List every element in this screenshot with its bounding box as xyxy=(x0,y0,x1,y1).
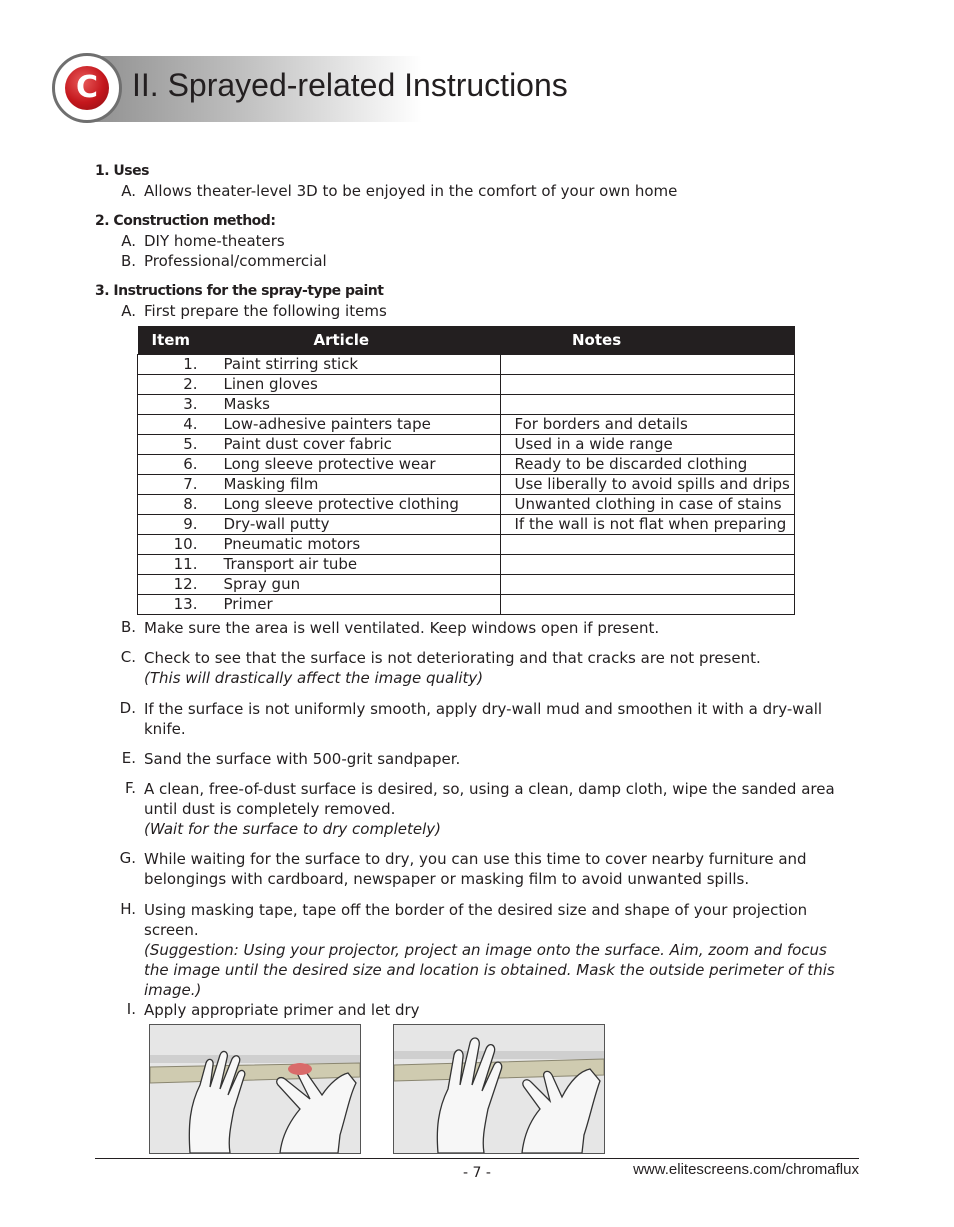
table-cell-item: 7. xyxy=(138,475,202,495)
table-cell-item: 10. xyxy=(138,535,202,555)
brand-logo xyxy=(52,53,122,123)
step-i-text: Apply appropriate primer and let dry xyxy=(144,1001,420,1019)
list-marker: D. xyxy=(119,699,136,717)
page-header xyxy=(52,53,652,123)
list-marker: E. xyxy=(121,749,136,767)
section-uses-heading: 1. Uses xyxy=(95,163,149,179)
table-cell-item: 1. xyxy=(138,355,202,375)
website-link[interactable]: www.elitescreens.com/chromaflux xyxy=(633,1161,859,1178)
table-cell-item: 6. xyxy=(138,455,202,475)
list-marker: I. xyxy=(126,1000,136,1018)
list-marker: A. xyxy=(121,182,136,200)
brand-logo-mark: C xyxy=(75,70,99,105)
table-cell-notes: For borders and details xyxy=(500,415,795,435)
table-row xyxy=(138,375,795,395)
table-cell-notes: Ready to be discarded clothing xyxy=(500,455,795,475)
table-cell-item: 9. xyxy=(138,515,202,535)
table-cell-notes: If the wall is not flat when preparing xyxy=(500,515,795,535)
table-row xyxy=(138,575,795,595)
list-marker: H. xyxy=(120,900,136,918)
step-c-text: Check to see that the surface is not deteriorating and that cracks are not present. xyxy=(144,649,761,667)
table-cell-article: Primer xyxy=(202,595,501,615)
step-d-text: If the surface is not uniformly smooth, apply dry-wall mud and smoothen it with a dry-wall knife. xyxy=(144,700,823,738)
step-h-text: Using masking tape, tape off the border of the desired size and shape of your projection screen. xyxy=(144,901,808,939)
uses-item-a: Allows theater-level 3D to be enjoyed in the comfort of your own home xyxy=(144,182,678,200)
table-cell-article: Paint stirring stick xyxy=(202,355,501,375)
table-row xyxy=(138,415,795,435)
step-h-note: (Suggestion: Using your projector, project an image onto the surface. Aim, zoom and focus the image until the desired size and location is obtained. Mask the outside perimeter of this image.) xyxy=(144,941,835,999)
table-cell-article: Long sleeve protective clothing xyxy=(202,495,501,515)
table-cell-notes: Unwanted clothing in case of stains xyxy=(500,495,795,515)
masking-tape-photo-right xyxy=(393,1024,605,1154)
items-table xyxy=(137,326,795,615)
table-cell-article: Transport air tube xyxy=(202,555,501,575)
instructions-item-a: First prepare the following items xyxy=(144,302,387,320)
table-cell-item: 8. xyxy=(138,495,202,515)
table-cell-item: 4. xyxy=(138,415,202,435)
list-marker: C. xyxy=(120,648,136,666)
table-cell-article: Paint dust cover fabric xyxy=(202,435,501,455)
list-marker: A. xyxy=(121,232,136,250)
step-f-note: (Wait for the surface to dry completely) xyxy=(144,820,441,838)
table-cell-item: 13. xyxy=(138,595,202,615)
table-cell-notes xyxy=(500,595,795,615)
table-cell-notes xyxy=(500,395,795,415)
table-cell-article: Masking film xyxy=(202,475,501,495)
list-marker: F. xyxy=(125,779,136,797)
table-row xyxy=(138,455,795,475)
table-row xyxy=(138,435,795,455)
table-cell-item: 12. xyxy=(138,575,202,595)
step-g-text: While waiting for the surface to dry, you can use this time to cover nearby furniture and belongings with cardboard, newspaper or masking film to avoid unwanted spills. xyxy=(144,850,807,888)
construction-item-a: DIY home-theaters xyxy=(144,232,285,250)
table-cell-notes xyxy=(500,555,795,575)
table-cell-article: Long sleeve protective wear xyxy=(202,455,501,475)
list-marker: G. xyxy=(119,849,136,867)
table-cell-notes xyxy=(500,535,795,555)
step-c-note: (This will drastically affect the image quality) xyxy=(144,669,484,687)
table-cell-article: Masks xyxy=(202,395,501,415)
list-marker: A. xyxy=(121,302,136,320)
items-table-body xyxy=(138,355,795,615)
hands-applying-tape-illustration xyxy=(150,1025,360,1153)
hands-pressing-tape-illustration xyxy=(394,1025,604,1153)
table-cell-item: 5. xyxy=(138,435,202,455)
table-cell-notes: Used in a wide range xyxy=(500,435,795,455)
table-cell-article: Linen gloves xyxy=(202,375,501,395)
table-row xyxy=(138,535,795,555)
table-cell-item: 2. xyxy=(138,375,202,395)
table-row xyxy=(138,595,795,615)
table-cell-article: Dry-wall putty xyxy=(202,515,501,535)
section-instructions-heading: 3. Instructions for the spray-type paint xyxy=(95,283,384,299)
column-header-article: Article xyxy=(202,326,501,355)
page-title: II. Sprayed-related Instructions xyxy=(132,67,568,103)
masking-tape-photo-left xyxy=(149,1024,361,1154)
table-cell-notes xyxy=(500,575,795,595)
brand-logo-inner xyxy=(65,66,109,110)
table-row xyxy=(138,515,795,535)
footer-divider xyxy=(95,1158,859,1159)
column-header-item: Item xyxy=(138,326,202,355)
step-b-text: Make sure the area is well ventilated. Keep windows open if present. xyxy=(144,619,660,637)
list-marker: B. xyxy=(120,252,136,270)
table-row xyxy=(138,555,795,575)
page-number: - 7 - xyxy=(463,1165,491,1181)
construction-item-b: Professional/commercial xyxy=(144,252,327,270)
table-cell-article: Spray gun xyxy=(202,575,501,595)
table-cell-item: 11. xyxy=(138,555,202,575)
table-cell-article: Pneumatic motors xyxy=(202,535,501,555)
table-cell-notes xyxy=(500,355,795,375)
column-header-notes: Notes xyxy=(500,326,795,355)
step-f-text: A clean, free-of-dust surface is desired, so, using a clean, damp cloth, wipe the sanded area until dust is completely removed. xyxy=(144,780,835,818)
table-row xyxy=(138,355,795,375)
table-cell-notes xyxy=(500,375,795,395)
table-row xyxy=(138,395,795,415)
table-row xyxy=(138,495,795,515)
table-cell-item: 3. xyxy=(138,395,202,415)
table-cell-notes: Use liberally to avoid spills and drips xyxy=(500,475,795,495)
table-cell-article: Low-adhesive painters tape xyxy=(202,415,501,435)
table-row xyxy=(138,475,795,495)
list-marker: B. xyxy=(120,618,136,636)
table-header-row xyxy=(138,326,795,355)
section-construction-heading: 2. Construction method: xyxy=(95,213,276,229)
step-e-text: Sand the surface with 500-grit sandpaper. xyxy=(144,750,461,768)
